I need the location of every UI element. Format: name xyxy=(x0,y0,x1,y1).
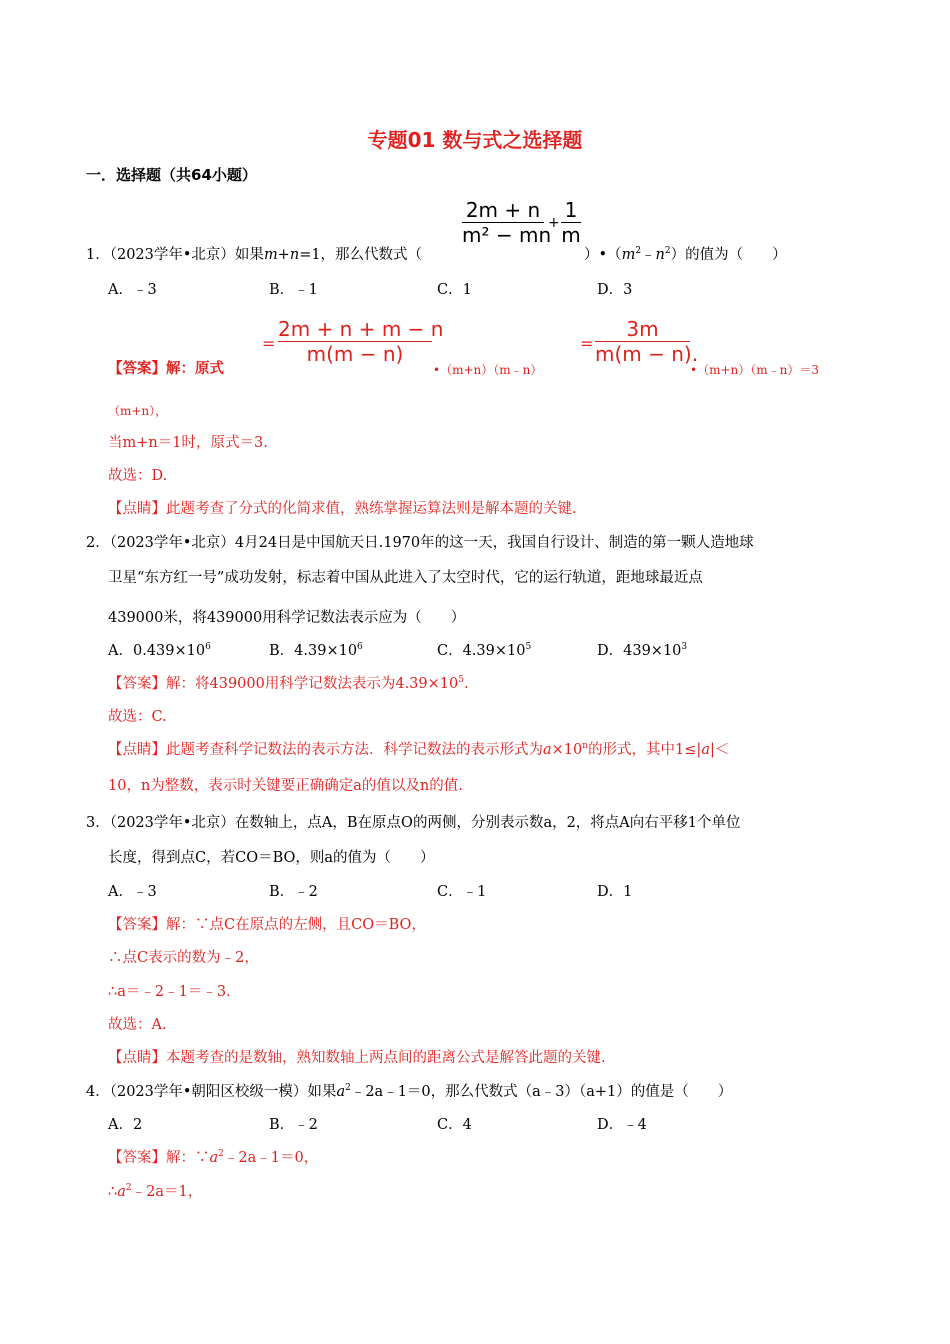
q3-option-b: B．﹣2 xyxy=(269,884,318,900)
page-title: 专题01 数与式之选择题 xyxy=(367,128,583,152)
q2-comment-line2: 10，n为整数，表示时关键要正确确定a的值以及n的值. xyxy=(108,778,463,794)
q2-option-d: D．$439\times 10^3$ xyxy=(597,642,688,659)
q3-answer-line1: 【答案】解：∵点C在原点的左侧，且CO＝BO， xyxy=(108,917,426,933)
q1-fraction-2 xyxy=(561,198,581,247)
q1-answer-label: 【答案】解：原式 xyxy=(108,360,224,377)
q3-comment: 【点睛】本题考查的是数轴，熟知数轴上两点间的距离公式是解答此题的关键. xyxy=(108,1050,606,1066)
q3-stem-line2: 长度，得到点C，若CO＝BO，则a的值为（ ） xyxy=(108,850,435,866)
q2-answer: 【答案】解：将439000用科学记数法表示为$4.39\times 10^5$. xyxy=(108,675,469,692)
q1-answer-line2: （m+n）， xyxy=(108,404,168,418)
q2-stem-line3: 439000米，将439000用科学记数法表示应为（ ） xyxy=(108,610,466,626)
q2-option-b: B．$4.39\times 10^6$ xyxy=(269,642,363,659)
q1-ans-frac2-denominator: m(m − n). xyxy=(595,342,699,366)
q3-answer-line3: ∴a＝﹣2﹣1＝﹣3. xyxy=(108,984,231,1000)
q2-comment-line1: 【点睛】此题考查科学记数法的表示方法．科学记数法的表示形式为$a\times 10^n$的形式，其中1≤|a|＜ xyxy=(108,741,730,758)
q3-answer-line2: ∴点C表示的数为﹣2， xyxy=(108,950,259,966)
q2-choice: 故选：C. xyxy=(108,709,167,725)
q1-ans-frac1-denominator: m(m − n) xyxy=(306,342,404,366)
q1-answer-fraction-1 xyxy=(278,317,444,366)
q1-plus-sign: + xyxy=(548,215,560,231)
q1-stem-prefix: 1．（2023学年•北京）如果m+n=1，那么代数式（ xyxy=(86,247,423,263)
q2-stem-line2: 卫星“东方红一号”成功发射，标志着中国从此进入了太空时代，它的运行轨道，距地球最近点 xyxy=(108,570,703,586)
q4-option-a: A．2 xyxy=(108,1117,143,1133)
section-heading: 一．选择题（共64小题） xyxy=(86,166,257,184)
q3-choice: 故选：A. xyxy=(108,1017,167,1033)
q1-option-d: D．3 xyxy=(597,282,633,298)
q2-option-a: A．$0.439\times 10^6$ xyxy=(108,642,211,659)
q4-stem: 4．（2023学年•朝阳区校级一模）如果$a^2﹣2a﹣1=0$，那么代数式（a﹣3）（a+1）的值是（ ） xyxy=(86,1083,733,1100)
q1-answer-fraction-2 xyxy=(595,317,699,366)
q4-answer-line1: 【答案】解：$\because a^2﹣2a﹣1=0$， xyxy=(108,1149,319,1166)
q1-answer-middle: •（m+n）（m﹣n） xyxy=(433,363,543,377)
q1-frac1-numerator: 2m + n xyxy=(465,198,541,222)
q1-answer-tail: •（m+n）（m﹣n）＝3 xyxy=(690,363,819,377)
q1-equals-1: = xyxy=(262,334,276,353)
q1-answer-line3: 当m+n＝1时，原式＝3. xyxy=(108,435,268,451)
q1-option-a: A．﹣3 xyxy=(108,282,157,298)
q4-option-d: D．﹣4 xyxy=(597,1117,647,1133)
q1-ans-frac2-numerator: 3m xyxy=(626,317,659,341)
q3-stem-line1: 3．（2023学年•北京）在数轴上，点A，B在原点O的两侧，分别表示数a，2，将点A向右平移1个单位 xyxy=(86,815,741,831)
q4-option-b: B．﹣2 xyxy=(269,1117,318,1133)
q1-comment: 【点睛】此题考查了分式的化简求值，熟练掌握运算法则是解本题的关键. xyxy=(108,501,577,517)
q1-stem-suffix: ）$•(m^2﹣n^2)$的值为（ ） xyxy=(584,246,787,263)
q4-option-c: C．4 xyxy=(437,1117,472,1133)
q1-ans-frac1-numerator: 2m + n + m − n xyxy=(278,317,444,341)
q1-frac1-denominator: m² − mn xyxy=(462,223,552,247)
q1-frac2-denominator: m xyxy=(561,223,581,247)
q2-option-c: C．$4.39\times 10^5$ xyxy=(437,642,532,659)
q1-frac2-numerator: 1 xyxy=(564,198,578,222)
q3-option-c: C．﹣1 xyxy=(437,884,487,900)
q2-stem-line1: 2．（2023学年•北京）4月24日是中国航天日.1970年的这一天，我国自行设计、制造的第一颗人造地球 xyxy=(86,535,754,551)
q1-equals-2: = xyxy=(580,334,594,353)
q1-choice: 故选：D. xyxy=(108,468,168,484)
q1-option-b: B．﹣1 xyxy=(269,282,318,298)
q1-option-c: C．1 xyxy=(437,282,472,298)
q3-option-a: A．﹣3 xyxy=(108,884,157,900)
q1-fraction-1 xyxy=(462,198,552,247)
q3-option-d: D．1 xyxy=(597,884,633,900)
q4-answer-line2: $\therefore a^2﹣2a=1$， xyxy=(108,1183,203,1200)
